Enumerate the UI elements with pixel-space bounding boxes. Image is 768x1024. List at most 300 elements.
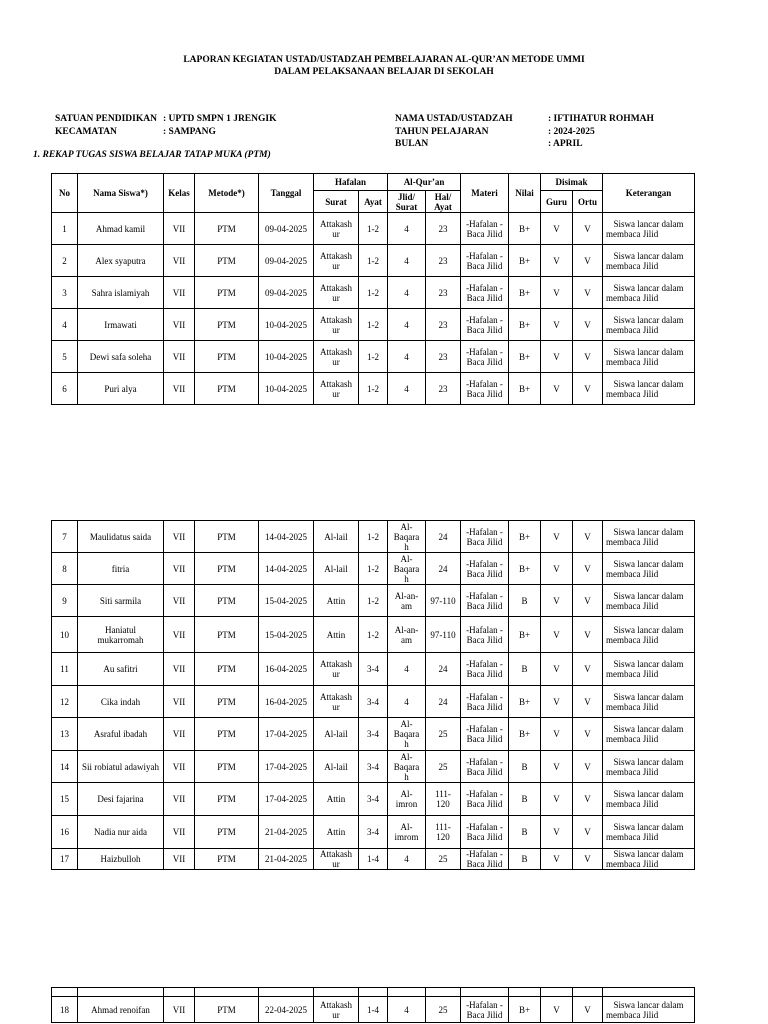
cell-nilai: B+ bbox=[509, 718, 541, 751]
cell-keterangan: Siswa lancar dalam membaca Jilid bbox=[603, 277, 695, 309]
cell-ayat: 1-2 bbox=[359, 277, 388, 309]
table-cell bbox=[541, 988, 573, 997]
cell-no: 5 bbox=[52, 341, 78, 373]
cell-ayat: 3-4 bbox=[359, 783, 388, 816]
cell-metode: PTM bbox=[195, 553, 259, 585]
cell-no: 14 bbox=[52, 751, 78, 783]
info-label: SATUAN PENDIDIKAN bbox=[55, 114, 157, 124]
ptm-table-page1 bbox=[51, 173, 695, 405]
cell-no: 17 bbox=[52, 849, 78, 870]
th-jilid: Jlid/ Surat bbox=[388, 191, 426, 213]
cell-jilid: Al-an-am bbox=[388, 617, 426, 653]
cell-tanggal: 15-04-2025 bbox=[259, 585, 314, 617]
cell-ortu: V bbox=[573, 521, 603, 553]
cell-kelas: VII bbox=[164, 849, 195, 870]
cell-tanggal: 17-04-2025 bbox=[259, 718, 314, 751]
cell-surat: Attin bbox=[314, 783, 359, 816]
table-cell bbox=[259, 988, 314, 997]
table-row bbox=[52, 213, 695, 245]
cell-ayat: 3-4 bbox=[359, 816, 388, 849]
cell-metode: PTM bbox=[195, 686, 259, 718]
cell-jilid: Al-imron bbox=[388, 783, 426, 816]
cell-keterangan: Siswa lancar dalam membaca Jilid bbox=[603, 245, 695, 277]
cell-metode: PTM bbox=[195, 213, 259, 245]
cell-materi: -Hafalan -Baca Jilid bbox=[461, 309, 509, 341]
cell-ortu: V bbox=[573, 849, 603, 870]
info-row-satuan bbox=[55, 113, 276, 126]
table-row bbox=[52, 686, 695, 718]
cell-nilai: B+ bbox=[509, 309, 541, 341]
cell-no: 13 bbox=[52, 718, 78, 751]
cell-ortu: V bbox=[573, 309, 603, 341]
cell-jilid: Al-imrom bbox=[388, 816, 426, 849]
cell-nilai: B+ bbox=[509, 213, 541, 245]
report-title-line1: LAPORAN KEGIATAN USTAD/USTADZAH PEMBELAJARAN AL-QUR’AN METODE UMMI bbox=[183, 55, 585, 65]
cell-surat: Attakash ur bbox=[314, 849, 359, 870]
table-cell bbox=[509, 988, 541, 997]
cell-nilai: B bbox=[509, 653, 541, 686]
table-row bbox=[52, 718, 695, 751]
cell-surat: Al-lail bbox=[314, 751, 359, 783]
cell-jilid: Al-Baqara h bbox=[388, 751, 426, 783]
th-hafalan: Hafalan bbox=[314, 174, 388, 191]
cell-metode: PTM bbox=[195, 751, 259, 783]
cell-metode: PTM bbox=[195, 373, 259, 405]
cell-surat: Al-lail bbox=[314, 553, 359, 585]
table-row bbox=[52, 783, 695, 816]
cell-jilid: 4 bbox=[388, 849, 426, 870]
cell-keterangan: Siswa lancar dalam membaca Jilid bbox=[603, 617, 695, 653]
cell-hal: 23 bbox=[426, 341, 461, 373]
cell-hal: 24 bbox=[426, 686, 461, 718]
cell-tanggal: 17-04-2025 bbox=[259, 783, 314, 816]
cell-materi: -Hafalan -Baca Jilid bbox=[461, 213, 509, 245]
cell-metode: PTM bbox=[195, 783, 259, 816]
cell-guru: V bbox=[541, 617, 573, 653]
table-row-blank bbox=[52, 988, 695, 997]
cell-keterangan: Siswa lancar dalam membaca Jilid bbox=[603, 816, 695, 849]
cell-nilai: B bbox=[509, 751, 541, 783]
th-keterangan: Keterangan bbox=[603, 174, 695, 213]
th-alquran: Al-Qur’an bbox=[388, 174, 461, 191]
cell-nilai: B+ bbox=[509, 686, 541, 718]
cell-jilid: 4 bbox=[388, 245, 426, 277]
table-row bbox=[52, 553, 695, 585]
table-row bbox=[52, 245, 695, 277]
cell-no: 8 bbox=[52, 553, 78, 585]
cell-guru: V bbox=[541, 718, 573, 751]
cell-ortu: V bbox=[573, 686, 603, 718]
cell-no: 11 bbox=[52, 653, 78, 686]
cell-ortu: V bbox=[573, 245, 603, 277]
cell-jilid: Al-an-am bbox=[388, 585, 426, 617]
cell-no: 7 bbox=[52, 521, 78, 553]
cell-no: 6 bbox=[52, 373, 78, 405]
ptm-table-body-page1 bbox=[52, 213, 695, 405]
cell-tanggal: 09-04-2025 bbox=[259, 213, 314, 245]
cell-metode: PTM bbox=[195, 521, 259, 553]
cell-materi: -Hafalan -Baca Jilid bbox=[461, 277, 509, 309]
th-ayat: Ayat bbox=[359, 191, 388, 213]
cell-metode: PTM bbox=[195, 849, 259, 870]
th-nama: Nama Siswa*) bbox=[78, 174, 164, 213]
cell-ayat: 1-2 bbox=[359, 585, 388, 617]
cell-ortu: V bbox=[573, 373, 603, 405]
th-no: No bbox=[52, 174, 78, 213]
cell-kelas: VII bbox=[164, 309, 195, 341]
cell-ortu: V bbox=[573, 341, 603, 373]
cell-hal: 23 bbox=[426, 373, 461, 405]
cell-ayat: 1-2 bbox=[359, 245, 388, 277]
cell-hal: 25 bbox=[426, 997, 461, 1023]
cell-hal: 111-120 bbox=[426, 783, 461, 816]
cell-ortu: V bbox=[573, 277, 603, 309]
cell-nama: Desi fajarina bbox=[78, 783, 164, 816]
cell-surat: Al-lail bbox=[314, 521, 359, 553]
info-left bbox=[55, 113, 276, 138]
cell-nama: Sii robiatul adawiyah bbox=[78, 751, 164, 783]
cell-jilid: Al-Baqara h bbox=[388, 718, 426, 751]
cell-materi: -Hafalan -Baca Jilid bbox=[461, 617, 509, 653]
cell-surat: Attakash ur bbox=[314, 997, 359, 1023]
info-value: : SAMPANG bbox=[163, 126, 216, 137]
cell-metode: PTM bbox=[195, 277, 259, 309]
cell-surat: Attakash ur bbox=[314, 653, 359, 686]
cell-keterangan: Siswa lancar dalam membaca Jilid bbox=[603, 653, 695, 686]
cell-nilai: B+ bbox=[509, 997, 541, 1023]
cell-tanggal: 16-04-2025 bbox=[259, 686, 314, 718]
ptm-table-page3 bbox=[51, 987, 695, 1023]
ptm-table-body-page2 bbox=[52, 521, 695, 870]
table-row bbox=[52, 521, 695, 553]
cell-no: 9 bbox=[52, 585, 78, 617]
cell-kelas: VII bbox=[164, 245, 195, 277]
cell-keterangan: Siswa lancar dalam membaca Jilid bbox=[603, 341, 695, 373]
cell-nilai: B bbox=[509, 849, 541, 870]
cell-metode: PTM bbox=[195, 245, 259, 277]
cell-surat: Al-lail bbox=[314, 718, 359, 751]
cell-keterangan: Siswa lancar dalam membaca Jilid bbox=[603, 585, 695, 617]
cell-nama: Alex syaputra bbox=[78, 245, 164, 277]
cell-ayat: 1-4 bbox=[359, 997, 388, 1023]
cell-nama: Dewi safa soleha bbox=[78, 341, 164, 373]
cell-ayat: 1-2 bbox=[359, 373, 388, 405]
cell-ortu: V bbox=[573, 617, 603, 653]
cell-surat: Attin bbox=[314, 617, 359, 653]
cell-no: 10 bbox=[52, 617, 78, 653]
cell-nama: Nadia nur aida bbox=[78, 816, 164, 849]
table-row bbox=[52, 816, 695, 849]
cell-tanggal: 14-04-2025 bbox=[259, 521, 314, 553]
cell-keterangan: Siswa lancar dalam membaca Jilid bbox=[603, 783, 695, 816]
table-cell bbox=[314, 988, 359, 997]
cell-metode: PTM bbox=[195, 585, 259, 617]
cell-keterangan: Siswa lancar dalam membaca Jilid bbox=[603, 373, 695, 405]
cell-ortu: V bbox=[573, 585, 603, 617]
cell-hal: 111-120 bbox=[426, 816, 461, 849]
info-row-tahun bbox=[395, 126, 654, 139]
cell-jilid: 4 bbox=[388, 341, 426, 373]
ptm-table-page2 bbox=[51, 520, 695, 870]
cell-kelas: VII bbox=[164, 653, 195, 686]
info-label: TAHUN PELAJARAN bbox=[395, 126, 489, 137]
cell-surat: Attakash ur bbox=[314, 373, 359, 405]
cell-kelas: VII bbox=[164, 783, 195, 816]
cell-kelas: VII bbox=[164, 521, 195, 553]
cell-nilai: B+ bbox=[509, 617, 541, 653]
cell-guru: V bbox=[541, 751, 573, 783]
cell-guru: V bbox=[541, 245, 573, 277]
info-row-kecamatan bbox=[55, 126, 276, 139]
cell-kelas: VII bbox=[164, 277, 195, 309]
cell-hal: 24 bbox=[426, 521, 461, 553]
info-value: : 2024-2025 bbox=[548, 126, 595, 137]
cell-hal: 23 bbox=[426, 245, 461, 277]
info-value: : IFTIHATUR ROHMAH bbox=[548, 114, 654, 124]
cell-keterangan: Siswa lancar dalam membaca Jilid bbox=[603, 718, 695, 751]
cell-no: 12 bbox=[52, 686, 78, 718]
info-row-bulan bbox=[395, 138, 654, 151]
cell-materi: -Hafalan -Baca Jilid bbox=[461, 783, 509, 816]
cell-keterangan: Siswa lancar dalam membaca Jilid bbox=[603, 686, 695, 718]
info-row-nama bbox=[395, 113, 654, 126]
cell-ayat: 1-2 bbox=[359, 553, 388, 585]
cell-kelas: VII bbox=[164, 585, 195, 617]
cell-kelas: VII bbox=[164, 997, 195, 1023]
cell-ayat: 3-4 bbox=[359, 686, 388, 718]
table-cell bbox=[573, 988, 603, 997]
cell-nilai: B+ bbox=[509, 341, 541, 373]
cell-materi: -Hafalan -Baca Jilid bbox=[461, 373, 509, 405]
cell-no: 15 bbox=[52, 783, 78, 816]
th-disimak: Disimak bbox=[541, 174, 603, 191]
cell-surat: Attin bbox=[314, 816, 359, 849]
cell-nama: Haniatul mukarromah bbox=[78, 617, 164, 653]
cell-materi: -Hafalan -Baca Jilid bbox=[461, 341, 509, 373]
ptm-table-body-page3 bbox=[52, 988, 695, 1023]
cell-no: 1 bbox=[52, 213, 78, 245]
cell-ayat: 1-4 bbox=[359, 849, 388, 870]
cell-nama: Irmawati bbox=[78, 309, 164, 341]
cell-surat: Attakash ur bbox=[314, 245, 359, 277]
table-cell bbox=[195, 988, 259, 997]
cell-hal: 24 bbox=[426, 553, 461, 585]
cell-materi: -Hafalan -Baca Jilid bbox=[461, 585, 509, 617]
cell-keterangan: Siswa lancar dalam membaca Jilid bbox=[603, 553, 695, 585]
table-row bbox=[52, 585, 695, 617]
cell-metode: PTM bbox=[195, 816, 259, 849]
cell-nilai: B+ bbox=[509, 553, 541, 585]
cell-metode: PTM bbox=[195, 309, 259, 341]
cell-nama: Ahmad renoifan bbox=[78, 997, 164, 1023]
cell-materi: -Hafalan -Baca Jilid bbox=[461, 849, 509, 870]
cell-jilid: 4 bbox=[388, 277, 426, 309]
cell-ayat: 1-2 bbox=[359, 309, 388, 341]
cell-surat: Attakash ur bbox=[314, 213, 359, 245]
info-label: KECAMATAN bbox=[55, 126, 117, 137]
cell-guru: V bbox=[541, 521, 573, 553]
cell-tanggal: 09-04-2025 bbox=[259, 277, 314, 309]
cell-materi: -Hafalan -Baca Jilid bbox=[461, 245, 509, 277]
cell-materi: -Hafalan -Baca Jilid bbox=[461, 816, 509, 849]
cell-jilid: 4 bbox=[388, 213, 426, 245]
cell-jilid: 4 bbox=[388, 997, 426, 1023]
cell-no: 3 bbox=[52, 277, 78, 309]
cell-materi: -Hafalan -Baca Jilid bbox=[461, 553, 509, 585]
cell-nama: Au safitri bbox=[78, 653, 164, 686]
table-cell bbox=[461, 988, 509, 997]
cell-nama: fitria bbox=[78, 553, 164, 585]
cell-ortu: V bbox=[573, 553, 603, 585]
cell-guru: V bbox=[541, 213, 573, 245]
cell-kelas: VII bbox=[164, 213, 195, 245]
cell-surat: Attakash ur bbox=[314, 309, 359, 341]
th-hal: Hal/ Ayat bbox=[426, 191, 461, 213]
th-metode: Metode*) bbox=[195, 174, 259, 213]
cell-guru: V bbox=[541, 553, 573, 585]
th-ortu: Ortu bbox=[573, 191, 603, 213]
cell-guru: V bbox=[541, 585, 573, 617]
cell-hal: 23 bbox=[426, 309, 461, 341]
cell-tanggal: 10-04-2025 bbox=[259, 309, 314, 341]
report-title-line2: DALAM PELAKSANAAN BELAJAR DI SEKOLAH bbox=[274, 67, 494, 77]
cell-kelas: VII bbox=[164, 341, 195, 373]
table-row bbox=[52, 653, 695, 686]
th-tanggal: Tanggal bbox=[259, 174, 314, 213]
cell-guru: V bbox=[541, 783, 573, 816]
cell-surat: Attakash ur bbox=[314, 277, 359, 309]
cell-materi: -Hafalan -Baca Jilid bbox=[461, 751, 509, 783]
cell-tanggal: 10-04-2025 bbox=[259, 341, 314, 373]
cell-hal: 23 bbox=[426, 213, 461, 245]
cell-hal: 25 bbox=[426, 718, 461, 751]
cell-nilai: B bbox=[509, 783, 541, 816]
cell-ayat: 3-4 bbox=[359, 751, 388, 783]
cell-ortu: V bbox=[573, 718, 603, 751]
table-cell bbox=[388, 988, 426, 997]
cell-hal: 24 bbox=[426, 653, 461, 686]
table-cell bbox=[603, 988, 695, 997]
cell-materi: -Hafalan -Baca Jilid bbox=[461, 718, 509, 751]
th-materi: Materi bbox=[461, 174, 509, 213]
cell-tanggal: 22-04-2025 bbox=[259, 997, 314, 1023]
info-right bbox=[395, 113, 654, 151]
cell-nilai: B bbox=[509, 585, 541, 617]
cell-metode: PTM bbox=[195, 617, 259, 653]
cell-kelas: VII bbox=[164, 718, 195, 751]
cell-ortu: V bbox=[573, 653, 603, 686]
th-nilai: Nilai bbox=[509, 174, 541, 213]
cell-kelas: VII bbox=[164, 686, 195, 718]
cell-guru: V bbox=[541, 849, 573, 870]
th-kelas: Kelas bbox=[164, 174, 195, 213]
cell-kelas: VII bbox=[164, 373, 195, 405]
cell-guru: V bbox=[541, 653, 573, 686]
cell-nama: Siti sarmila bbox=[78, 585, 164, 617]
cell-ortu: V bbox=[573, 816, 603, 849]
cell-hal: 25 bbox=[426, 751, 461, 783]
th-guru: Guru bbox=[541, 191, 573, 213]
cell-tanggal: 09-04-2025 bbox=[259, 245, 314, 277]
cell-jilid: Al-Baqara h bbox=[388, 553, 426, 585]
cell-guru: V bbox=[541, 686, 573, 718]
cell-nama: Asraful ibadah bbox=[78, 718, 164, 751]
table-row bbox=[52, 373, 695, 405]
cell-hal: 97-110 bbox=[426, 585, 461, 617]
cell-guru: V bbox=[541, 997, 573, 1023]
cell-surat: Attakash ur bbox=[314, 686, 359, 718]
cell-no: 16 bbox=[52, 816, 78, 849]
cell-tanggal: 10-04-2025 bbox=[259, 373, 314, 405]
table-cell bbox=[359, 988, 388, 997]
cell-tanggal: 14-04-2025 bbox=[259, 553, 314, 585]
info-value: : APRIL bbox=[548, 139, 583, 149]
cell-materi: -Hafalan -Baca Jilid bbox=[461, 686, 509, 718]
cell-keterangan: Siswa lancar dalam membaca Jilid bbox=[603, 309, 695, 341]
cell-kelas: VII bbox=[164, 617, 195, 653]
info-label: BULAN bbox=[395, 139, 429, 149]
cell-ayat: 1-2 bbox=[359, 617, 388, 653]
cell-no: 2 bbox=[52, 245, 78, 277]
cell-surat: Attin bbox=[314, 585, 359, 617]
cell-hal: 97-110 bbox=[426, 617, 461, 653]
cell-materi: -Hafalan -Baca Jilid bbox=[461, 653, 509, 686]
table-cell bbox=[52, 988, 78, 997]
cell-kelas: VII bbox=[164, 816, 195, 849]
table-row bbox=[52, 751, 695, 783]
cell-materi: -Hafalan -Baca Jilid bbox=[461, 521, 509, 553]
cell-nama: Sahra islamiyah bbox=[78, 277, 164, 309]
section-title: 1. REKAP TUGAS SISWA BELAJAR TATAP MUKA (PTM) bbox=[33, 150, 271, 160]
cell-keterangan: Siswa lancar dalam membaca Jilid bbox=[603, 213, 695, 245]
cell-ortu: V bbox=[573, 751, 603, 783]
cell-nilai: B+ bbox=[509, 245, 541, 277]
cell-hal: 25 bbox=[426, 849, 461, 870]
info-value: : UPTD SMPN 1 JRENGIK bbox=[163, 114, 277, 124]
cell-guru: V bbox=[541, 373, 573, 405]
cell-ortu: V bbox=[573, 997, 603, 1023]
th-surat: Surat bbox=[314, 191, 359, 213]
cell-jilid: 4 bbox=[388, 309, 426, 341]
cell-guru: V bbox=[541, 309, 573, 341]
cell-keterangan: Siswa lancar dalam membaca Jilid bbox=[603, 751, 695, 783]
cell-jilid: 4 bbox=[388, 686, 426, 718]
table-cell bbox=[426, 988, 461, 997]
cell-nilai: B bbox=[509, 816, 541, 849]
cell-keterangan: Siswa lancar dalam membaca Jilid bbox=[603, 849, 695, 870]
table-row bbox=[52, 309, 695, 341]
cell-hal: 23 bbox=[426, 277, 461, 309]
cell-surat: Attakash ur bbox=[314, 341, 359, 373]
cell-nama: Ahmad kamil bbox=[78, 213, 164, 245]
cell-ortu: V bbox=[573, 783, 603, 816]
cell-no: 18 bbox=[52, 997, 78, 1023]
cell-nama: Cika indah bbox=[78, 686, 164, 718]
cell-nama: Puri alya bbox=[78, 373, 164, 405]
cell-jilid: Al-Baqara h bbox=[388, 521, 426, 553]
cell-guru: V bbox=[541, 816, 573, 849]
cell-no: 4 bbox=[52, 309, 78, 341]
table-cell bbox=[78, 988, 164, 997]
cell-nilai: B+ bbox=[509, 373, 541, 405]
cell-ayat: 3-4 bbox=[359, 653, 388, 686]
cell-metode: PTM bbox=[195, 997, 259, 1023]
cell-materi: -Hafalan -Baca Jilid bbox=[461, 997, 509, 1023]
cell-tanggal: 16-04-2025 bbox=[259, 653, 314, 686]
table-row bbox=[52, 617, 695, 653]
cell-nilai: B+ bbox=[509, 277, 541, 309]
cell-nilai: B+ bbox=[509, 521, 541, 553]
